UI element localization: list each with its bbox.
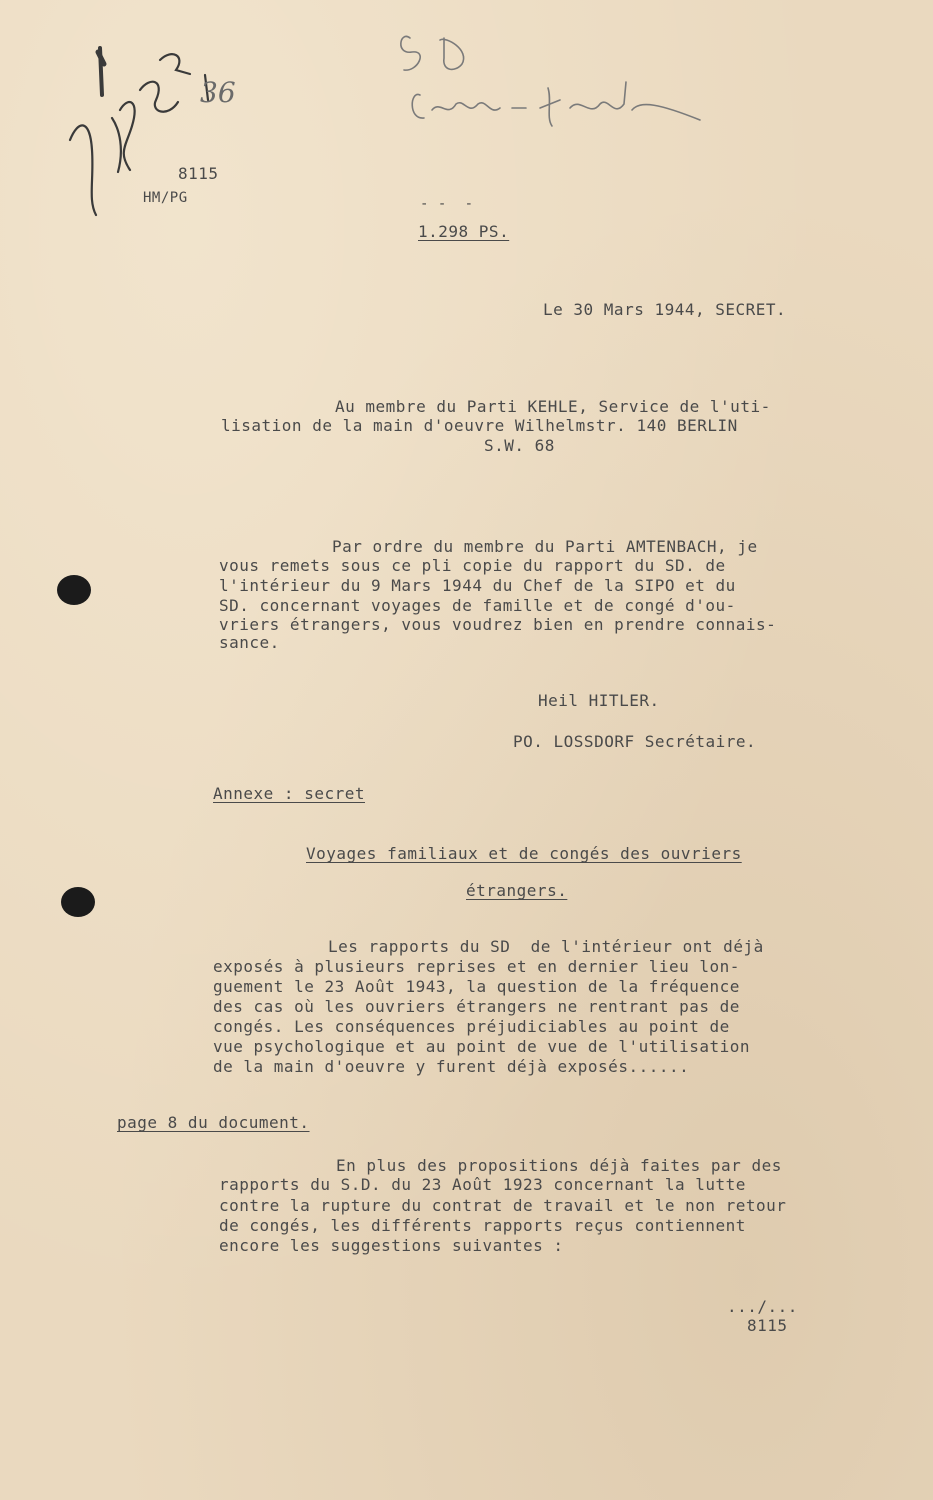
punch-hole-upper <box>57 575 91 605</box>
annex-body-line-3: guement le 23 Août 1943, la question de la fréquence <box>213 977 740 996</box>
typist-initials: HM/PG <box>143 190 188 206</box>
body-line-4: SD. concernant voyages de famille et de congé d'ou- <box>219 596 736 615</box>
footer-document-number: 8115 <box>747 1316 788 1335</box>
punch-hole-lower <box>61 887 95 917</box>
recipient-line-1: Au membre du Parti KEHLE, Service de l'uti- <box>335 397 771 416</box>
body-line-6: sance. <box>219 633 280 652</box>
annex-label: Annexe : secret <box>213 784 365 803</box>
handwritten-annotations <box>0 0 933 300</box>
body-line-2: vous remets sous ce pli copie du rapport du SD. de <box>219 556 726 575</box>
document-number: 8115 <box>178 164 219 183</box>
annex-body-line-4: des cas où les ouvriers étrangers ne rentrant pas de <box>213 997 740 1016</box>
continuation-mark: .../... <box>727 1297 798 1316</box>
final-para-line-5: encore les suggestions suivantes : <box>219 1236 564 1255</box>
final-para-line-2: rapports du S.D. du 23 Août 1923 concernant la lutte <box>219 1175 746 1194</box>
header-dashes: - - - <box>420 196 474 212</box>
salutation: Heil HITLER. <box>538 691 660 710</box>
final-para-line-3: contre la rupture du contrat de travail et le non retour <box>219 1196 787 1215</box>
signature: PO. LOSSDORF Secrétaire. <box>513 732 757 751</box>
handwritten-number: 36 <box>200 76 236 109</box>
body-line-1: Par ordre du membre du Parti AMTENBACH, je <box>332 537 758 556</box>
body-line-3: l'intérieur du 9 Mars 1944 du Chef de la SIPO et du <box>219 576 736 595</box>
annex-title-line-1: Voyages familiaux et de congés des ouvriers <box>306 844 742 863</box>
final-para-line-4: de congés, les différents rapports reçus contiennent <box>219 1216 746 1235</box>
body-line-5: vriers étrangers, vous voudrez bien en prendre connais- <box>219 615 777 634</box>
date-line: Le 30 Mars 1944, SECRET. <box>543 300 787 319</box>
reference-number: 1.298 PS. <box>418 222 510 241</box>
annex-body-line-2: exposés à plusieurs reprises et en dernier lieu lon- <box>213 957 740 976</box>
annex-body-line-5: congés. Les conséquences préjudiciables au point de <box>213 1017 730 1036</box>
recipient-line-3: S.W. 68 <box>484 436 555 455</box>
annex-body-line-7: de la main d'oeuvre y furent déjà exposés...... <box>213 1057 690 1076</box>
final-para-line-1: En plus des propositions déjà faites par des <box>336 1156 782 1175</box>
annex-body-line-6: vue psychologique et au point de vue de l'utilisation <box>213 1037 751 1056</box>
annex-body-line-1: Les rapports du SD de l'intérieur ont déjà <box>328 937 764 956</box>
recipient-line-2: lisation de la main d'oeuvre Wilhelmstr. 140 BERLIN <box>221 416 738 435</box>
annex-title-line-2: étrangers. <box>466 881 568 900</box>
page-reference: page 8 du document. <box>117 1113 310 1132</box>
